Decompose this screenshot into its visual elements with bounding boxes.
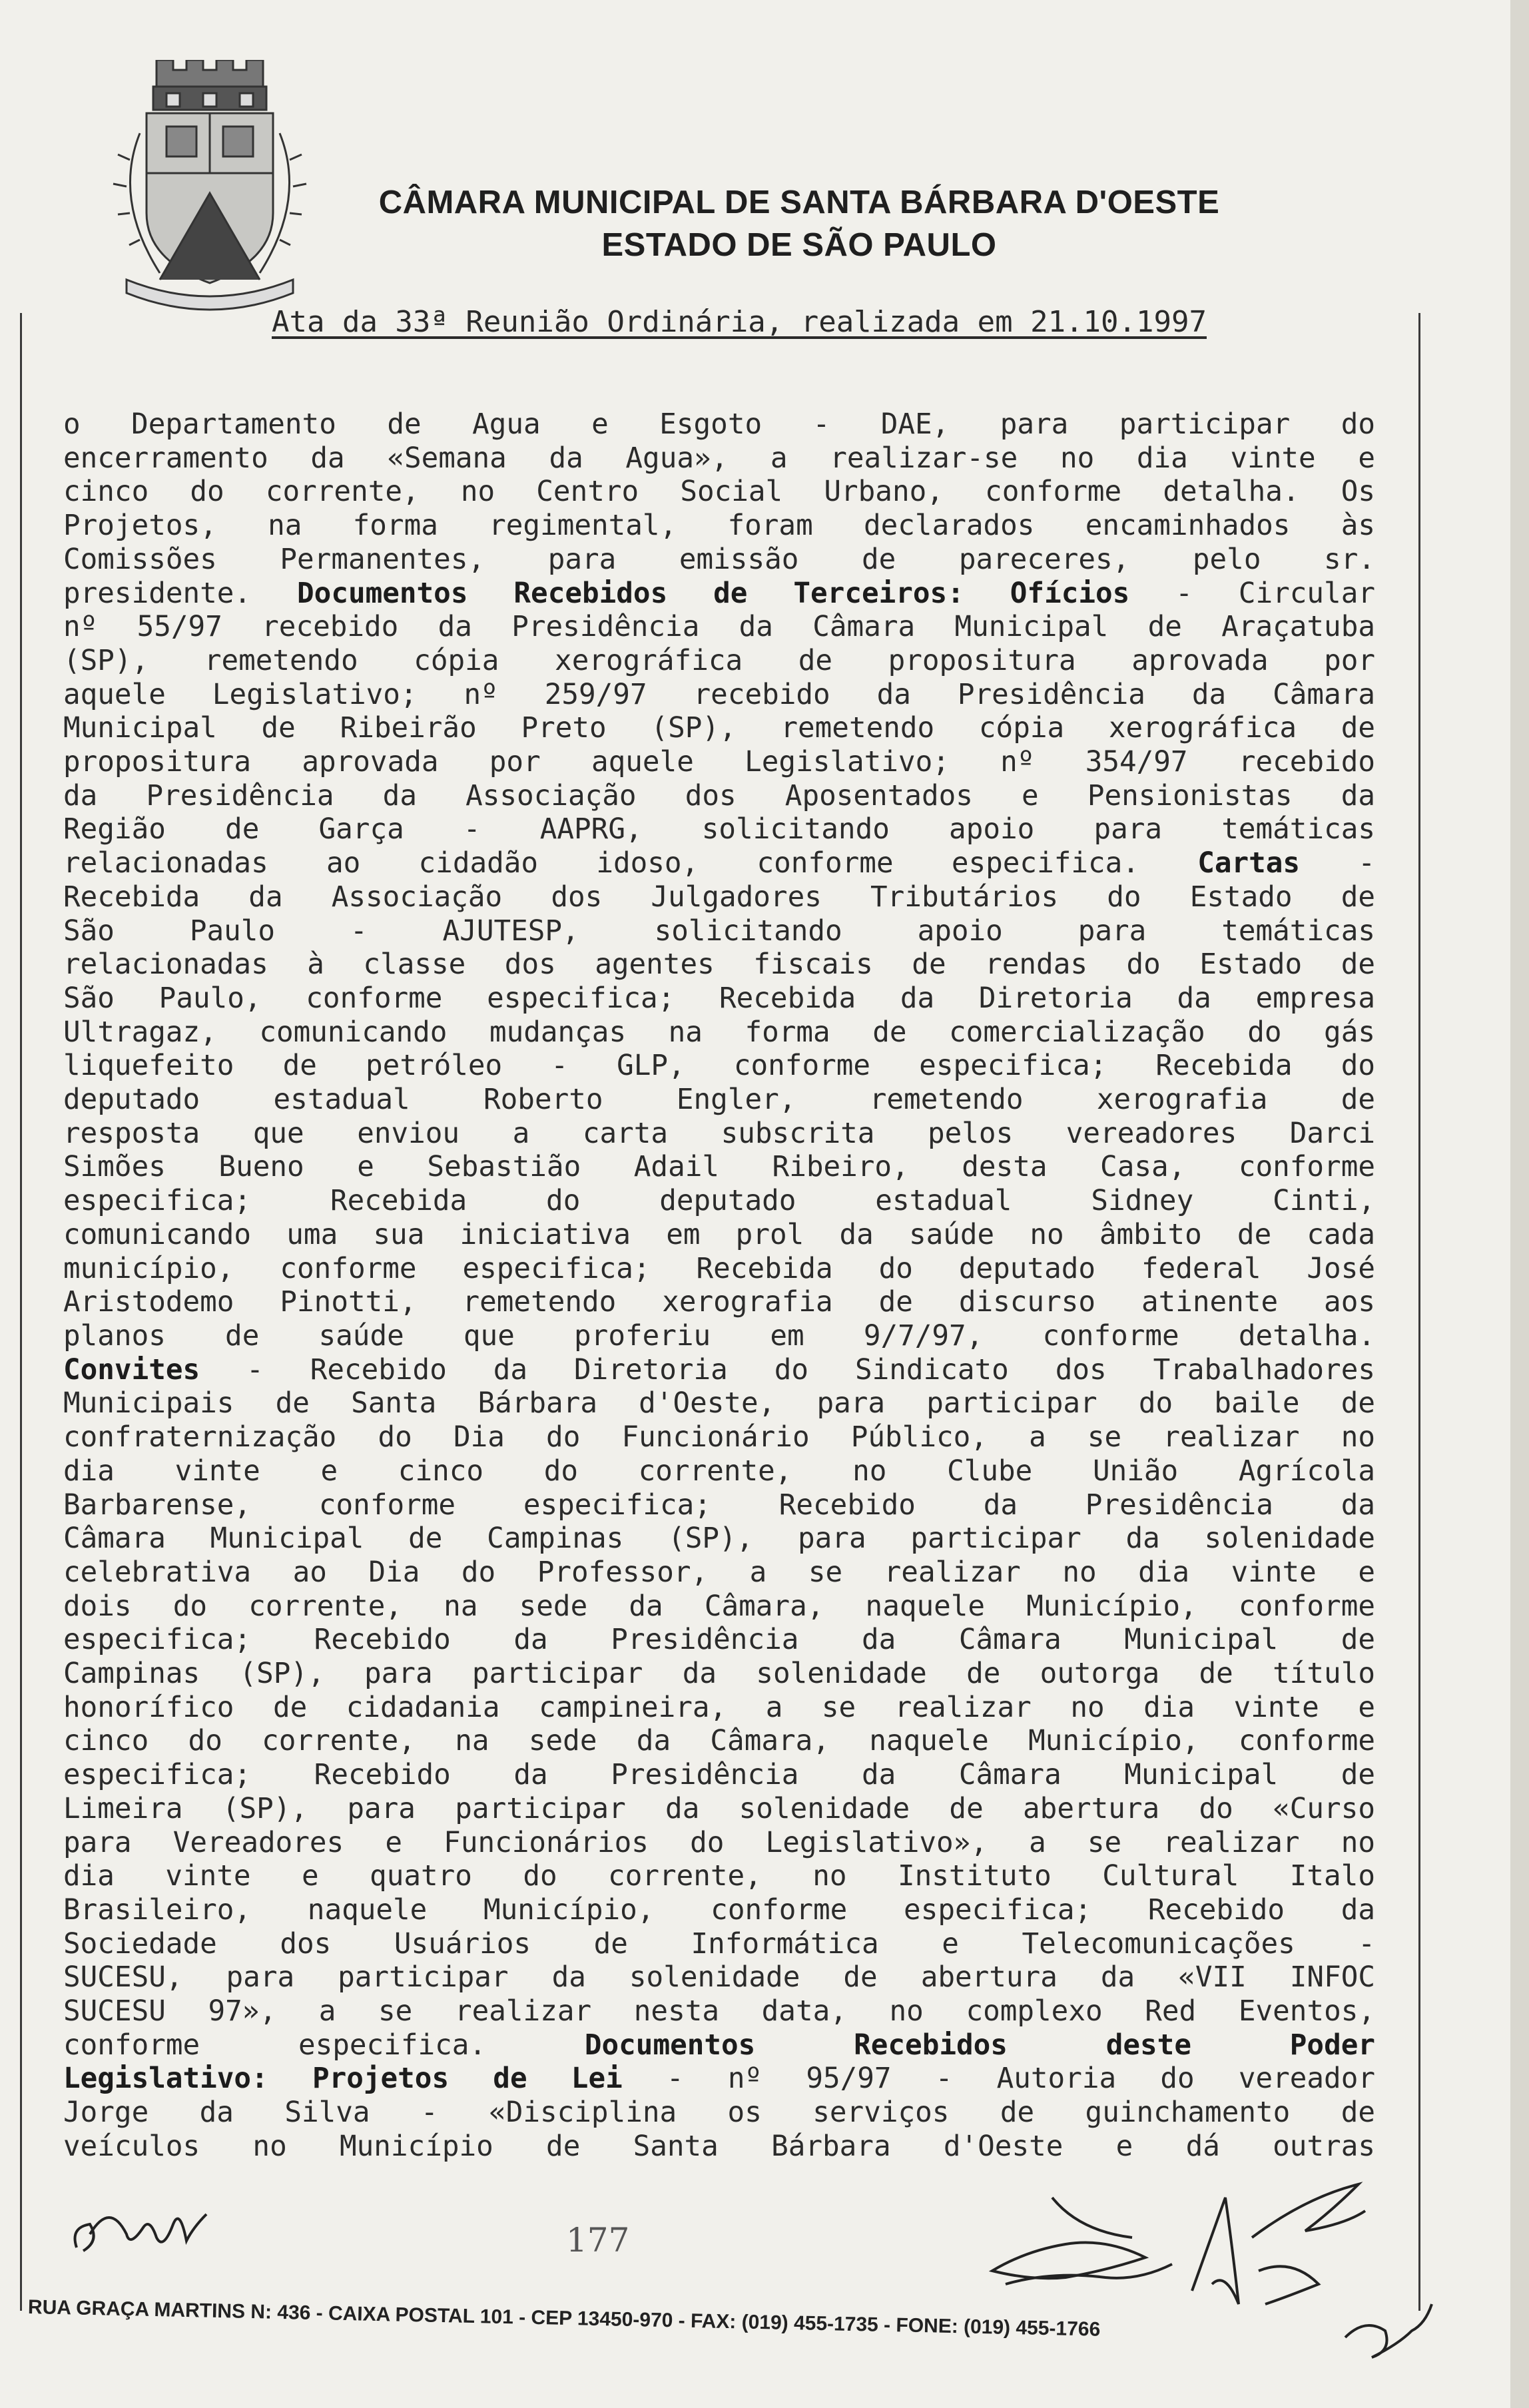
section-heading: Documentos Recebidos deste Poder <box>584 2028 1375 2062</box>
section-heading: Cartas <box>1197 846 1301 880</box>
text-line: dia vinte e quatro do corrente, no Instituto Cultural Italo <box>63 1859 1375 1893</box>
footer-address: RUA GRAÇA MARTINS N: 436 - CAIXA POSTAL 101 - CEP 13450-970 - FAX: (019) 455-1735 - FONE: (019) 455-1766 <box>27 2296 1101 2341</box>
text-line <box>63 577 1375 611</box>
text-line: liquefeito de petróleo - GLP, conforme especifica; Recebida do <box>63 1049 1375 1083</box>
text-line: São Paulo, conforme especifica; Recebida da Diretoria da empresa <box>63 981 1375 1015</box>
text-line <box>63 846 1375 880</box>
text-line: Sociedade dos Usuários de Informática e Telecomunicações - <box>63 1927 1375 1960</box>
text-line: cinco do corrente, no Centro Social Urbano, conforme detalha. Os <box>63 475 1375 509</box>
text-line: Municipal de Ribeirão Preto (SP), remetendo cópia xerográfica de <box>63 711 1375 745</box>
text-line: Aristodemo Pinotti, remetendo xerografia de discurso atinente aos <box>63 1285 1375 1319</box>
right-margin-rule <box>1418 313 1420 2311</box>
text-line: resposta que enviou a carta subscrita pelos vereadores Darci <box>63 1116 1375 1150</box>
text-line: veículos no Município de Santa Bárbara d'Oeste e dá outras <box>63 2129 1375 2163</box>
text-line: (SP), remetendo cópia xerográfica de propositura aprovada por <box>63 643 1375 677</box>
text-line: aquele Legislativo; nº 259/97 recebido da Presidência da Câmara <box>63 677 1375 711</box>
text-line: Comissões Permanentes, para emissão de pareceres, pelo sr. <box>63 542 1375 576</box>
page-number: 177 <box>566 2221 630 2259</box>
text-run: presidente. <box>63 576 298 610</box>
minutes-body <box>63 408 1375 2164</box>
text-line: cinco do corrente, na sede da Câmara, naquele Município, conforme <box>63 1724 1375 1758</box>
institution-name: CÂMARA MUNICIPAL DE SANTA BÁRBARA D'OESTE <box>378 184 1220 220</box>
text-line: para Vereadores e Funcionários do Legislativo», a se realizar no <box>63 1825 1375 1859</box>
text-line: confraternização do Dia do Funcionário Público, a se realizar no <box>63 1420 1375 1454</box>
text-run: - Circular <box>1129 576 1375 610</box>
text-line: São Paulo - AJUTESP, solicitando apoio para temáticas <box>63 914 1375 948</box>
signature-left <box>63 2188 236 2267</box>
text-run: - <box>1300 846 1375 880</box>
text-line: comunicando uma sua iniciativa em prol da saúde no âmbito de cada <box>63 1217 1375 1251</box>
text-line: Barbarense, conforme especifica; Recebido da Presidência da <box>63 1488 1375 1522</box>
text-line: Câmara Municipal de Campinas (SP), para participar da solenidade <box>63 1522 1375 1556</box>
minutes-title: Ata da 33ª Reunião Ordinária, realizada em 21.10.1997 <box>272 305 1207 339</box>
text-line <box>63 2028 1375 2062</box>
text-line: especifica; Recebido da Presidência da Câmara Municipal de <box>63 1623 1375 1657</box>
text-line <box>63 1353 1375 1387</box>
section-heading: Documentos Recebidos de Terceiros: Ofícios <box>297 576 1130 610</box>
text-line: SUCESU 97», a se realizar nesta data, no complexo Red Eventos, <box>63 1994 1375 2028</box>
text-line: dois do corrente, na sede da Câmara, naquele Município, conforme <box>63 1589 1375 1623</box>
text-line: Ultragaz, comunicando mudanças na forma de comercialização do gás <box>63 1015 1375 1049</box>
scanner-edge <box>1510 0 1529 2408</box>
text-line: Região de Garça - AAPRG, solicitando apoio para temáticas <box>63 812 1375 846</box>
text-line: município, conforme especifica; Recebida do deputado federal José <box>63 1251 1375 1285</box>
text-line: especifica; Recebido da Presidência da Câmara Municipal de <box>63 1758 1375 1792</box>
text-line: deputado estadual Roberto Engler, remetendo xerografia de <box>63 1083 1375 1117</box>
text-line: Campinas (SP), para participar da solenidade de outorga de título <box>63 1657 1375 1691</box>
text-line: Recebida da Associação dos Julgadores Tributários do Estado de <box>63 880 1375 914</box>
text-line: da Presidência da Associação dos Aposentados e Pensionistas da <box>63 778 1375 812</box>
text-line: SUCESU, para participar da solenidade de abertura da «VII INFOC <box>63 1960 1375 1994</box>
text-run: - nº 95/97 - Autoria do vereador <box>622 2062 1375 2096</box>
text-line: encerramento da «Semana da Agua», a realizar-se no dia vinte e <box>63 441 1375 475</box>
text-line: honorífico de cidadania campineira, a se realizar no dia vinte e <box>63 1690 1375 1724</box>
text-run: relacionadas ao cidadão idoso, conforme especifica. <box>63 846 1198 880</box>
text-line: Limeira (SP), para participar da solenidade de abertura do «Curso <box>63 1791 1375 1825</box>
section-heading: Convites <box>63 1353 200 1386</box>
text-run: - Recebido da Diretoria do Sindicato dos Trabalhadores <box>200 1353 1375 1386</box>
text-run: conforme especifica. <box>63 2028 585 2062</box>
state-name: ESTADO DE SÃO PAULO <box>601 227 997 263</box>
left-margin-rule <box>20 313 22 2311</box>
text-line: propositura aprovada por aquele Legislativo; nº 354/97 recebido <box>63 745 1375 779</box>
text-line: o Departamento de Agua e Esgoto - DAE, para participar do <box>63 408 1375 441</box>
text-line: nº 55/97 recebido da Presidência da Câmara Municipal de Araçatuba <box>63 610 1375 644</box>
text-line: Simões Bueno e Sebastião Adail Ribeiro, desta Casa, conforme <box>63 1150 1375 1184</box>
text-line: planos de saúde que proferiu em 9/7/97, conforme detalha. <box>63 1319 1375 1353</box>
signature-right-group <box>972 2171 1452 2384</box>
text-line: celebrativa ao Dia do Professor, a se realizar no dia vinte e <box>63 1555 1375 1589</box>
text-line: Projetos, na forma regimental, foram declarados encaminhados às <box>63 509 1375 543</box>
text-line: especifica; Recebida do deputado estadual Sidney Cinti, <box>63 1184 1375 1218</box>
text-line: Municipais de Santa Bárbara d'Oeste, para participar do baile de <box>63 1386 1375 1420</box>
text-line: Jorge da Silva - «Disciplina os serviços de guinchamento de <box>63 2096 1375 2130</box>
text-line: Brasileiro, naquele Município, conforme especifica; Recebido da <box>63 1893 1375 1927</box>
section-heading: Legislativo: Projetos de Lei <box>63 2062 623 2096</box>
text-line: relacionadas à classe dos agentes fiscais de rendas do Estado de <box>63 948 1375 982</box>
text-line <box>63 2062 1375 2096</box>
text-line: dia vinte e cinco do corrente, no Clube União Agrícola <box>63 1454 1375 1488</box>
